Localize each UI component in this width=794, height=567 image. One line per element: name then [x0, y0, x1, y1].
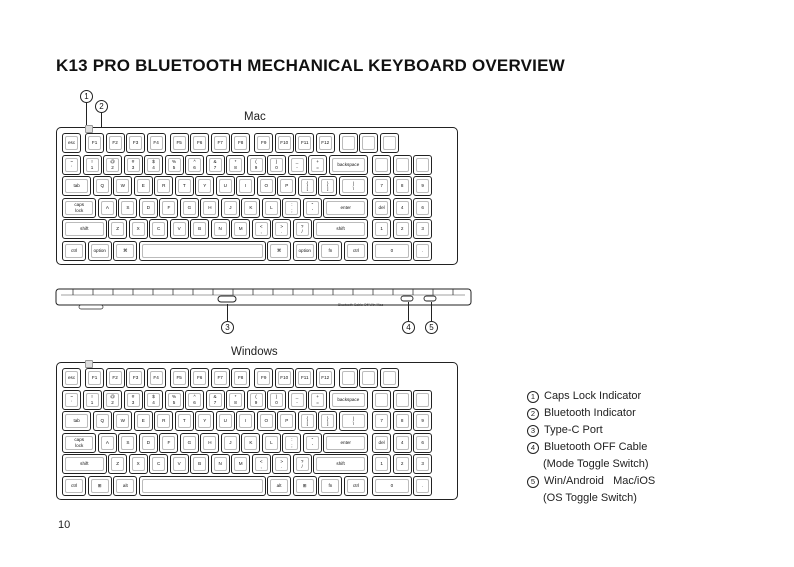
- win-key: H: [200, 433, 219, 453]
- legend-item-3: [527, 423, 655, 438]
- mac-key: F9: [254, 133, 273, 153]
- mac-key: caps lock: [62, 198, 96, 218]
- mac-key: V: [170, 219, 189, 239]
- win-key: esc: [62, 368, 81, 388]
- mac-label: Mac: [244, 111, 266, 123]
- mac-key: [359, 133, 378, 153]
- mac-key: 9: [413, 176, 432, 196]
- win-key: ctrl: [344, 476, 368, 496]
- mac-key: Y: [195, 176, 214, 196]
- win-key: R: [154, 411, 173, 431]
- win-key: [380, 368, 399, 388]
- mac-key: ^ 6: [185, 155, 204, 175]
- win-key: T: [175, 411, 194, 431]
- mac-key: Q: [93, 176, 112, 196]
- legend-text-2: Bluetooth Indicator: [544, 407, 636, 419]
- mac-key: & 7: [206, 155, 225, 175]
- mac-key: ~ `: [62, 155, 81, 175]
- callout-2: 2: [95, 100, 108, 113]
- win-key: F4: [147, 368, 166, 388]
- win-key: shift: [313, 454, 368, 474]
- mac-key: [380, 133, 399, 153]
- mac-key: F10: [275, 133, 294, 153]
- win-key: D: [139, 433, 158, 453]
- win-key: [372, 390, 391, 410]
- win-indicator-led: [85, 360, 93, 368]
- mac-key: @ 2: [103, 155, 122, 175]
- mac-key: tab: [62, 176, 91, 196]
- callout-4-leader: [408, 302, 409, 321]
- win-key: < ,: [252, 454, 271, 474]
- legend-text-5: Win/Android Mac/iOS: [544, 475, 656, 487]
- win-key: } ]: [318, 411, 337, 431]
- mac-key: F4: [147, 133, 166, 153]
- win-key: F: [159, 433, 178, 453]
- win-key: W: [113, 411, 132, 431]
- win-key: F9: [254, 368, 273, 388]
- legend-item-5: [527, 474, 655, 489]
- win-key: alt: [113, 476, 137, 496]
- mac-key: 8: [393, 176, 412, 196]
- win-key: N: [211, 454, 230, 474]
- win-key: { [: [298, 411, 317, 431]
- mac-key: [339, 133, 358, 153]
- win-key: backspace: [329, 390, 369, 410]
- mac-key: | \: [339, 176, 368, 196]
- mac-key: O: [257, 176, 276, 196]
- win-key: ^ 6: [185, 390, 204, 410]
- callout-3-leader: [227, 304, 228, 321]
- callout-3: 3: [221, 321, 234, 334]
- mac-key: > .: [272, 219, 291, 239]
- mac-key: F2: [106, 133, 125, 153]
- win-key: F3: [126, 368, 145, 388]
- win-key: [413, 390, 432, 410]
- win-key: ) 0: [267, 390, 286, 410]
- callout-1: 1: [80, 90, 93, 103]
- mac-key: F5: [170, 133, 189, 153]
- legend-sub-4: (Mode Toggle Switch): [543, 458, 649, 470]
- mac-key: option: [293, 241, 317, 261]
- legend-num-2: 2: [527, 408, 539, 420]
- mac-key: F7: [211, 133, 230, 153]
- mac-key: Z: [108, 219, 127, 239]
- win-key: F1: [85, 368, 104, 388]
- mac-key: C: [149, 219, 168, 239]
- win-key: 0: [372, 476, 412, 496]
- callout-5: 5: [425, 321, 438, 334]
- win-key: F12: [316, 368, 335, 388]
- win-key: caps lock: [62, 433, 96, 453]
- win-key: ? /: [293, 454, 312, 474]
- mac-key: 6: [413, 198, 432, 218]
- side-view-switch-label: Bluetooth Cable Off Win Mac: [338, 303, 384, 307]
- win-key: del: [372, 433, 391, 453]
- mac-key: ctrl: [344, 241, 368, 261]
- mac-key: " ': [303, 198, 322, 218]
- legend-text-1: Caps Lock Indicator: [544, 390, 642, 402]
- win-key: [139, 476, 266, 496]
- mac-key: B: [190, 219, 209, 239]
- win-key: " ': [303, 433, 322, 453]
- mac-key: 3: [413, 219, 432, 239]
- mac-key: [413, 155, 432, 175]
- win-key: ctrl: [62, 476, 86, 496]
- legend-item-4: [527, 440, 655, 455]
- mac-key: shift: [313, 219, 368, 239]
- mac-key: .: [413, 241, 432, 261]
- legend: [527, 389, 655, 508]
- win-key: | \: [339, 411, 368, 431]
- win-key: F6: [190, 368, 209, 388]
- win-key: # 3: [124, 390, 143, 410]
- mac-key: # 3: [124, 155, 143, 175]
- mac-key: F1: [85, 133, 104, 153]
- win-key: V: [170, 454, 189, 474]
- win-key: 7: [372, 411, 391, 431]
- win-key: S: [118, 433, 137, 453]
- legend-num-5: 5: [527, 476, 539, 488]
- win-key: B: [190, 454, 209, 474]
- win-key: : ;: [282, 433, 301, 453]
- legend-num-4: 4: [527, 442, 539, 454]
- win-key: Q: [93, 411, 112, 431]
- win-key: C: [149, 454, 168, 474]
- win-key: enter: [323, 433, 368, 453]
- mac-key: X: [129, 219, 148, 239]
- mac-key: F11: [295, 133, 314, 153]
- legend-num-3: 3: [527, 425, 539, 437]
- mac-key: E: [134, 176, 153, 196]
- mac-key: 4: [393, 198, 412, 218]
- win-key: 6: [413, 433, 432, 453]
- win-key: P: [277, 411, 296, 431]
- mac-key: ⌘: [113, 241, 137, 261]
- mac-key: enter: [323, 198, 368, 218]
- mac-key: $ 4: [144, 155, 163, 175]
- win-key: @ 2: [103, 390, 122, 410]
- win-key: alt: [267, 476, 291, 496]
- legend-sub-5: (OS Toggle Switch): [543, 492, 637, 504]
- mac-key: A: [98, 198, 117, 218]
- mac-key: 2: [393, 219, 412, 239]
- legend-num-1: 1: [527, 391, 539, 403]
- mac-key: S: [118, 198, 137, 218]
- win-key: E: [134, 411, 153, 431]
- win-key: ( 9: [247, 390, 266, 410]
- mac-key: 1: [372, 219, 391, 239]
- win-key: F5: [170, 368, 189, 388]
- win-key: 3: [413, 454, 432, 474]
- legend-text-4: Bluetooth OFF Cable: [544, 441, 648, 453]
- mac-key: * 8: [226, 155, 245, 175]
- mac-key: ( 9: [247, 155, 266, 175]
- callout-4: 4: [402, 321, 415, 334]
- win-key: F11: [295, 368, 314, 388]
- win-key: shift: [62, 454, 107, 474]
- win-key: ⊞: [293, 476, 317, 496]
- mac-key: ! 1: [83, 155, 102, 175]
- legend-item-2: [527, 406, 655, 421]
- windows-label: Windows: [231, 346, 278, 358]
- mac-key: : ;: [282, 198, 301, 218]
- mac-key: [139, 241, 266, 261]
- win-key: % 5: [165, 390, 184, 410]
- mac-key: F6: [190, 133, 209, 153]
- legend-text-3: Type-C Port: [544, 424, 603, 436]
- win-key: G: [180, 433, 199, 453]
- win-key: I: [236, 411, 255, 431]
- mac-key: L: [262, 198, 281, 218]
- win-key: 8: [393, 411, 412, 431]
- mac-key: H: [200, 198, 219, 218]
- win-key: K: [241, 433, 260, 453]
- page-title: K13 PRO BLUETOOTH MECHANICAL KEYBOARD OVERVIEW: [56, 56, 565, 75]
- mac-key: del: [372, 198, 391, 218]
- mac-key: T: [175, 176, 194, 196]
- mac-key: ⌘: [267, 241, 291, 261]
- win-key: ⊞: [88, 476, 112, 496]
- mac-key: fn: [318, 241, 342, 261]
- mac-indicator-led: [85, 125, 93, 133]
- win-key: + =: [308, 390, 327, 410]
- keyboard-side-view: [55, 286, 472, 310]
- win-key: [359, 368, 378, 388]
- win-key: U: [216, 411, 235, 431]
- win-key: tab: [62, 411, 91, 431]
- mac-key: [372, 155, 391, 175]
- mac-key: U: [216, 176, 235, 196]
- win-key: $ 4: [144, 390, 163, 410]
- mac-key: P: [277, 176, 296, 196]
- mac-key: { [: [298, 176, 317, 196]
- win-key: L: [262, 433, 281, 453]
- win-key: [339, 368, 358, 388]
- win-key: [393, 390, 412, 410]
- windows-keyboard-diagram: [56, 362, 458, 500]
- win-key: ~ `: [62, 390, 81, 410]
- win-key: 1: [372, 454, 391, 474]
- win-key: .: [413, 476, 432, 496]
- win-key: * 8: [226, 390, 245, 410]
- mac-key: R: [154, 176, 173, 196]
- mac-key: F3: [126, 133, 145, 153]
- win-key: ! 1: [83, 390, 102, 410]
- win-key: fn: [318, 476, 342, 496]
- mac-key: } ]: [318, 176, 337, 196]
- mac-key: 0: [372, 241, 412, 261]
- mac-key: I: [236, 176, 255, 196]
- mac-key: F: [159, 198, 178, 218]
- win-key: Z: [108, 454, 127, 474]
- win-key: O: [257, 411, 276, 431]
- mac-keyboard-diagram: [56, 127, 458, 265]
- mac-key: F8: [231, 133, 250, 153]
- win-key: A: [98, 433, 117, 453]
- win-key: M: [231, 454, 250, 474]
- win-key: F2: [106, 368, 125, 388]
- win-key: & 7: [206, 390, 225, 410]
- win-key: F7: [211, 368, 230, 388]
- mac-key: esc: [62, 133, 81, 153]
- mac-key: J: [221, 198, 240, 218]
- mac-key: _ -: [288, 155, 307, 175]
- mac-key: ) 0: [267, 155, 286, 175]
- mac-key: K: [241, 198, 260, 218]
- mac-key: 7: [372, 176, 391, 196]
- mac-key: F12: [316, 133, 335, 153]
- win-key: 4: [393, 433, 412, 453]
- legend-item-1: [527, 389, 655, 404]
- mac-key: + =: [308, 155, 327, 175]
- page-number: 10: [58, 519, 71, 531]
- mac-key: shift: [62, 219, 107, 239]
- mac-key: ctrl: [62, 241, 86, 261]
- win-key: X: [129, 454, 148, 474]
- win-key: _ -: [288, 390, 307, 410]
- win-key: 2: [393, 454, 412, 474]
- win-key: 9: [413, 411, 432, 431]
- win-key: F8: [231, 368, 250, 388]
- mac-key: D: [139, 198, 158, 218]
- win-key: > .: [272, 454, 291, 474]
- mac-key: option: [88, 241, 112, 261]
- mac-key: N: [211, 219, 230, 239]
- win-key: F10: [275, 368, 294, 388]
- mac-key: M: [231, 219, 250, 239]
- mac-key: % 5: [165, 155, 184, 175]
- mac-key: < ,: [252, 219, 271, 239]
- mac-key: G: [180, 198, 199, 218]
- win-key: J: [221, 433, 240, 453]
- mac-key: W: [113, 176, 132, 196]
- mac-key: backspace: [329, 155, 369, 175]
- mac-key: ? /: [293, 219, 312, 239]
- win-key: Y: [195, 411, 214, 431]
- mac-key: [393, 155, 412, 175]
- callout-5-leader: [431, 302, 432, 321]
